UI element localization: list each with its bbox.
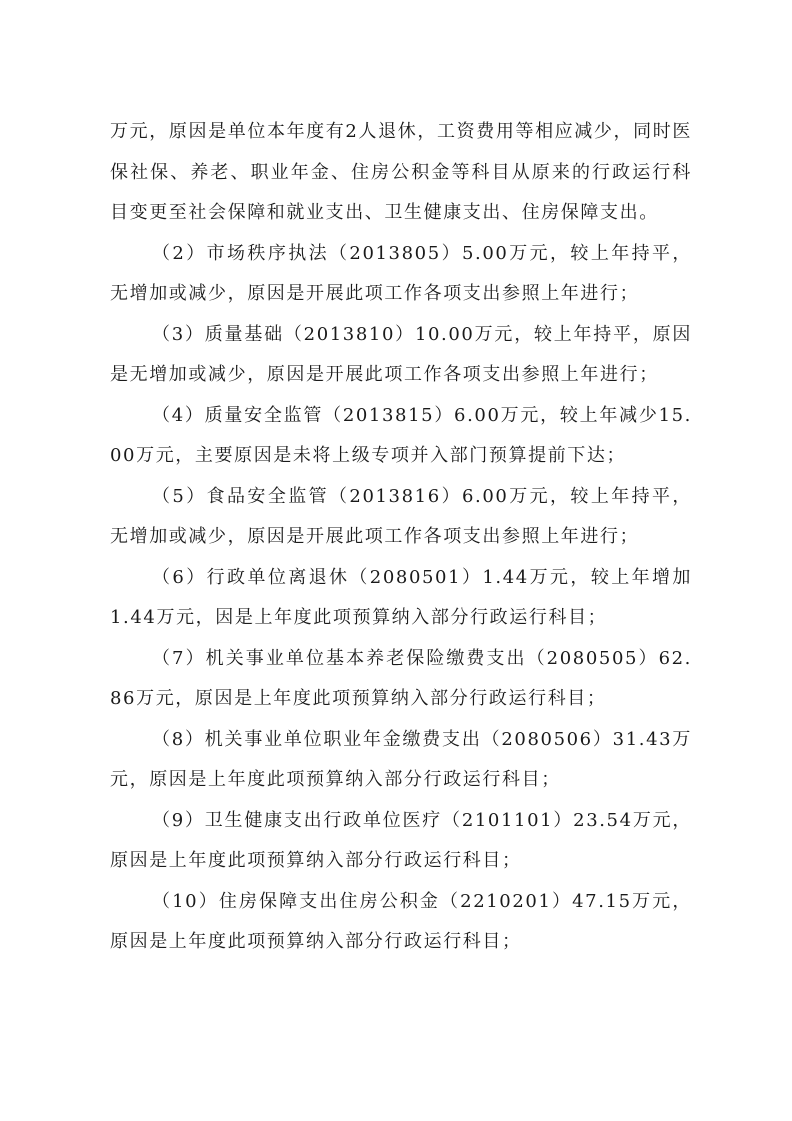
paragraph-item-3: （3）质量基础（2013810）10.00万元，较上年持平，原因是无增加或减少，原因是开展此项工作各项支出参照上年进行；	[110, 323, 692, 385]
paragraph-item-9: （9）卫生健康支出行政单位医疗（2101101）23.54万元，原因是上年度此项预算纳入部分行政运行科目；	[110, 809, 692, 871]
paragraph-item-10: （10）住房保障支出住房公积金（2210201）47.15万元，原因是上年度此项预算纳入部分行政运行科目；	[110, 890, 692, 952]
paragraph-item-8: （8）机关事业单位职业年金缴费支出（2080506）31.43万元，原因是上年度此项预算纳入部分行政运行科目；	[110, 728, 692, 790]
paragraph-item-2: （2）市场秩序执法（2013805）5.00万元，较上年持平，无增加或减少，原因是开展此项工作各项支出参照上年进行；	[110, 242, 692, 304]
paragraph-item-7: （7）机关事业单位基本养老保险缴费支出（2080505）62.86万元，原因是上年度此项预算纳入部分行政运行科目；	[110, 647, 692, 709]
paragraph-item-6: （6）行政单位离退休（2080501）1.44万元，较上年增加1.44万元，因是上年度此项预算纳入部分行政运行科目；	[110, 566, 692, 628]
paragraph-continuation: 万元，原因是单位本年度有2人退休，工资费用等相应减少，同时医保社保、养老、职业年金、住房公积金等科目从原来的行政运行科目变更至社会保障和就业支出、卫生健康支出、住房保障支出。	[110, 121, 692, 223]
paragraph-item-5: （5）食品安全监管（2013816）6.00万元，较上年持平，无增加或减少，原因是开展此项工作各项支出参照上年进行；	[110, 485, 692, 547]
document-page	[110, 112, 692, 963]
paragraph-item-4: （4）质量安全监管（2013815）6.00万元，较上年减少15.00万元，主要原因是未将上级专项并入部门预算提前下达；	[110, 404, 692, 466]
